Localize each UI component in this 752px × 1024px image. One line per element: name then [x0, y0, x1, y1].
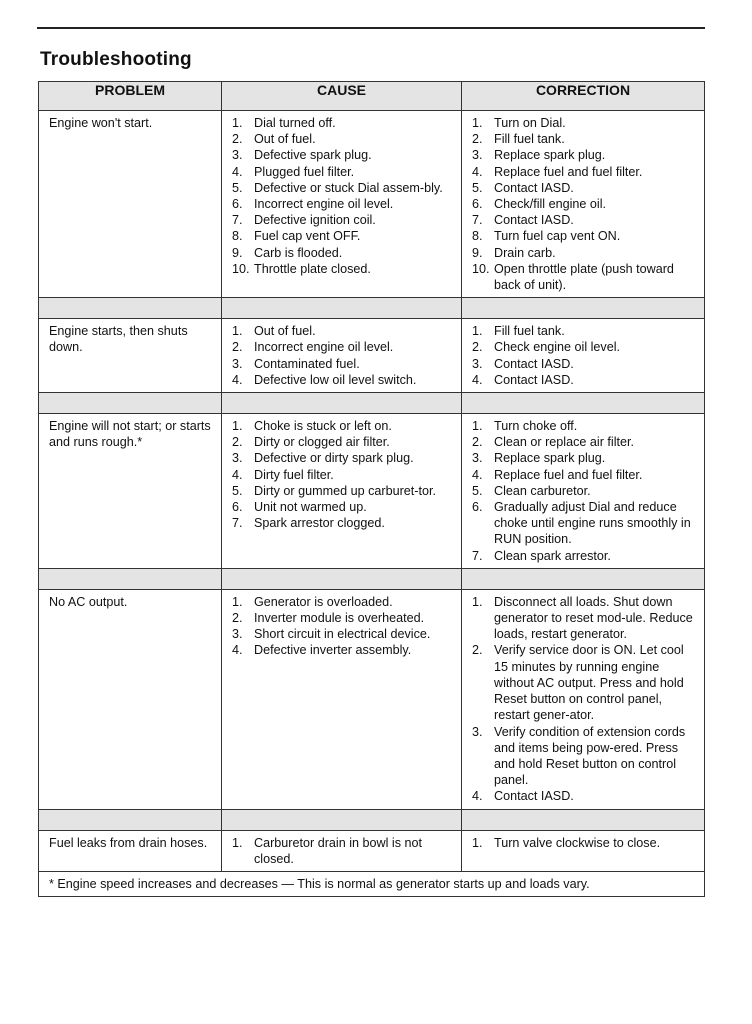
- item-number: 1.: [472, 594, 483, 609]
- list-item: [472, 339, 698, 355]
- correction-cell: [462, 830, 705, 871]
- item-text: Short circuit in electrical device.: [254, 627, 431, 642]
- problem-cell: Engine won't start.: [39, 111, 222, 298]
- item-number: 2.: [232, 611, 243, 626]
- item-text: Defective low oil level switch.: [254, 372, 417, 387]
- item-number: 5.: [232, 180, 243, 195]
- item-text: Turn choke off.: [494, 419, 578, 434]
- list-item: [232, 115, 455, 131]
- item-number: 4.: [232, 643, 243, 658]
- item-number: 4.: [232, 372, 243, 387]
- list-item: [232, 164, 455, 180]
- item-number: 5.: [472, 180, 483, 195]
- list-item: [232, 467, 455, 483]
- separator-cell: [222, 393, 462, 414]
- item-number: 2.: [232, 340, 243, 355]
- item-text: Generator is overloaded.: [254, 594, 393, 609]
- list-item: [472, 835, 698, 851]
- item-number: 7.: [232, 213, 243, 228]
- item-text: Contact IASD.: [494, 213, 574, 228]
- correction-cell: [462, 111, 705, 298]
- item-text: Choke is stuck or left on.: [254, 419, 392, 434]
- item-text: Defective ignition coil.: [254, 213, 376, 228]
- list-item: [472, 228, 698, 244]
- item-number: 5.: [472, 483, 483, 498]
- item-text: Throttle plate closed.: [254, 261, 371, 276]
- item-number: 1.: [472, 419, 483, 434]
- item-number: 3.: [472, 356, 483, 371]
- list-item: [472, 196, 698, 212]
- item-text: Drain carb.: [494, 245, 556, 260]
- list-item: [232, 228, 455, 244]
- list-item: [232, 356, 455, 372]
- table-row: [39, 111, 705, 298]
- item-number: 10.: [232, 261, 250, 276]
- item-number: 2.: [472, 340, 483, 355]
- item-number: 7.: [232, 516, 243, 531]
- item-text: Dial turned off.: [254, 116, 336, 130]
- item-number: 9.: [232, 245, 243, 260]
- item-text: Plugged fuel filter.: [254, 164, 355, 179]
- correction-list: [472, 323, 698, 388]
- top-rule: [37, 27, 705, 29]
- list-item: [232, 610, 455, 626]
- table-row: [39, 414, 705, 569]
- item-text: Clean spark arrestor.: [494, 548, 611, 563]
- item-text: Verify service door is ON. Let cool 15 minutes by running engine without AC output. Press and hold Reset button on control panel, restart gener-ator.: [494, 643, 684, 723]
- list-item: [472, 180, 698, 196]
- item-number: 4.: [232, 467, 243, 482]
- cause-cell: [222, 319, 462, 393]
- header-problem: PROBLEM: [39, 82, 222, 111]
- item-text: Fill fuel tank.: [494, 324, 565, 339]
- item-number: 2.: [472, 435, 483, 450]
- item-text: Defective spark plug.: [254, 148, 372, 163]
- item-number: 8.: [472, 229, 483, 244]
- item-text: Open throttle plate (push toward back of unit).: [494, 261, 674, 293]
- item-text: Unit not warmed up.: [254, 500, 367, 515]
- list-item: [232, 515, 455, 531]
- list-item: [472, 115, 698, 131]
- item-text: Replace fuel and fuel filter.: [494, 467, 643, 482]
- item-text: Carburetor drain in bowl is not closed.: [254, 835, 422, 866]
- item-text: Turn valve clockwise to close.: [494, 835, 661, 850]
- item-number: 7.: [472, 213, 483, 228]
- correction-cell: [462, 589, 705, 809]
- separator-row: [39, 298, 705, 319]
- item-number: 2.: [232, 132, 243, 147]
- item-text: Dirty fuel filter.: [254, 467, 334, 482]
- table-row: [39, 319, 705, 393]
- item-number: 4.: [472, 372, 483, 387]
- list-item: [232, 372, 455, 388]
- cause-cell: [222, 830, 462, 871]
- item-text: Contact IASD.: [494, 372, 574, 387]
- list-item: [232, 483, 455, 499]
- list-item: [232, 180, 455, 196]
- item-text: Defective or dirty spark plug.: [254, 451, 414, 466]
- list-item: [232, 147, 455, 163]
- item-number: 6.: [232, 500, 243, 515]
- header-correction: CORRECTION: [462, 82, 705, 111]
- item-number: 1.: [232, 324, 243, 339]
- cause-list: [232, 835, 455, 867]
- item-text: Carb is flooded.: [254, 245, 343, 260]
- separator-cell: [39, 298, 222, 319]
- separator-cell: [222, 298, 462, 319]
- item-text: Out of fuel.: [254, 132, 316, 147]
- troubleshooting-table: [38, 81, 705, 897]
- item-text: Replace spark plug.: [494, 451, 606, 466]
- separator-cell: [222, 568, 462, 589]
- page-title: Troubleshooting: [40, 49, 192, 70]
- separator-cell: [39, 568, 222, 589]
- list-item: [232, 835, 455, 867]
- item-text: Check engine oil level.: [494, 340, 621, 355]
- problem-cell: Engine starts, then shuts down.: [39, 319, 222, 393]
- item-number: 1.: [472, 116, 483, 130]
- item-text: Gradually adjust Dial and reduce choke until engine runs smoothly in RUN position.: [494, 500, 691, 547]
- list-item: [232, 450, 455, 466]
- item-number: 2.: [232, 435, 243, 450]
- item-number: 5.: [232, 483, 243, 498]
- footnote: * Engine speed increases and decreases — This is normal as generator starts up and loads vary.: [39, 871, 705, 896]
- problem-cell: Fuel leaks from drain hoses.: [39, 830, 222, 871]
- correction-list: [472, 835, 698, 851]
- item-number: 6.: [232, 197, 243, 212]
- item-text: Contact IASD.: [494, 356, 574, 371]
- table-body: [39, 111, 705, 872]
- item-number: 3.: [232, 148, 243, 163]
- table-row: [39, 830, 705, 871]
- item-text: Dirty or clogged air filter.: [254, 435, 390, 450]
- item-text: Dirty or gummed up carburet-tor.: [254, 483, 436, 498]
- item-text: Check/fill engine oil.: [494, 197, 607, 212]
- item-text: Spark arrestor clogged.: [254, 516, 385, 531]
- list-item: [232, 261, 455, 277]
- separator-cell: [462, 298, 705, 319]
- item-text: Defective or stuck Dial assem-bly.: [254, 180, 443, 195]
- list-item: [472, 434, 698, 450]
- item-number: 1.: [232, 594, 243, 609]
- list-item: [472, 788, 698, 804]
- problem-cell: Engine will not start; or starts and runs rough.*: [39, 414, 222, 569]
- correction-list: [472, 594, 698, 805]
- separator-cell: [462, 393, 705, 414]
- list-item: [472, 467, 698, 483]
- list-item: [472, 642, 698, 723]
- list-item: [472, 147, 698, 163]
- item-number: 3.: [472, 148, 483, 163]
- item-number: 4.: [472, 467, 483, 482]
- item-text: Defective inverter assembly.: [254, 643, 412, 658]
- separator-row: [39, 393, 705, 414]
- item-text: Contact IASD.: [494, 180, 574, 195]
- item-number: 4.: [232, 164, 243, 179]
- item-text: Clean carburetor.: [494, 483, 591, 498]
- list-item: [472, 261, 698, 293]
- item-text: Contact IASD.: [494, 789, 574, 804]
- item-text: Disconnect all loads. Shut down generator to reset mod-ule. Reduce loads, restart generator.: [494, 594, 693, 642]
- item-number: 3.: [232, 356, 243, 371]
- list-item: [472, 164, 698, 180]
- list-item: [232, 212, 455, 228]
- header-row: [39, 82, 705, 111]
- correction-cell: [462, 319, 705, 393]
- item-text: Incorrect engine oil level.: [254, 197, 394, 212]
- list-item: [232, 245, 455, 261]
- list-item: [472, 323, 698, 339]
- item-number: 3.: [472, 724, 483, 739]
- item-text: Out of fuel.: [254, 324, 316, 339]
- list-item: [472, 131, 698, 147]
- item-number: 4.: [472, 789, 483, 804]
- item-text: Incorrect engine oil level.: [254, 340, 394, 355]
- cause-list: [232, 115, 455, 277]
- list-item: [472, 594, 698, 643]
- cause-list: [232, 594, 455, 659]
- list-item: [232, 594, 455, 610]
- item-number: 3.: [232, 627, 243, 642]
- list-item: [472, 372, 698, 388]
- separator-cell: [39, 809, 222, 830]
- separator-row: [39, 809, 705, 830]
- list-item: [232, 642, 455, 658]
- item-number: 9.: [472, 245, 483, 260]
- list-item: [472, 245, 698, 261]
- list-item: [472, 499, 698, 548]
- item-number: 1.: [232, 835, 243, 850]
- list-item: [232, 196, 455, 212]
- item-number: 1.: [232, 116, 243, 130]
- item-text: Fuel cap vent OFF.: [254, 229, 361, 244]
- item-number: 1.: [472, 835, 483, 850]
- cause-cell: [222, 589, 462, 809]
- item-text: Inverter module is overheated.: [254, 611, 425, 626]
- item-text: Turn on Dial.: [494, 116, 566, 130]
- item-text: Clean or replace air filter.: [494, 435, 634, 450]
- item-number: 3.: [472, 451, 483, 466]
- correction-cell: [462, 414, 705, 569]
- list-item: [232, 499, 455, 515]
- item-number: 4.: [472, 164, 483, 179]
- item-number: 2.: [472, 643, 483, 658]
- list-item: [472, 418, 698, 434]
- list-item: [472, 548, 698, 564]
- cause-list: [232, 323, 455, 388]
- list-item: [472, 356, 698, 372]
- list-item: [472, 212, 698, 228]
- list-item: [472, 483, 698, 499]
- separator-row: [39, 568, 705, 589]
- correction-list: [472, 418, 698, 564]
- problem-cell: No AC output.: [39, 589, 222, 809]
- item-number: 3.: [232, 451, 243, 466]
- list-item: [232, 418, 455, 434]
- item-number: 10.: [472, 261, 490, 276]
- cause-cell: [222, 414, 462, 569]
- item-number: 8.: [232, 229, 243, 244]
- item-text: Turn fuel cap vent ON.: [494, 229, 621, 244]
- item-number: 6.: [472, 500, 483, 515]
- item-text: Verify condition of extension cords and items being pow-ered. Press and hold Reset button on control panel.: [494, 724, 686, 788]
- separator-cell: [39, 393, 222, 414]
- correction-list: [472, 115, 698, 293]
- cause-cell: [222, 111, 462, 298]
- list-item: [232, 339, 455, 355]
- list-item: [472, 724, 698, 789]
- list-item: [232, 626, 455, 642]
- item-number: 7.: [472, 548, 483, 563]
- separator-cell: [462, 568, 705, 589]
- item-text: Fill fuel tank.: [494, 132, 565, 147]
- footnote-row: [39, 871, 705, 896]
- item-text: Replace fuel and fuel filter.: [494, 164, 643, 179]
- list-item: [232, 323, 455, 339]
- header-cause: CAUSE: [222, 82, 462, 111]
- list-item: [472, 450, 698, 466]
- table-row: [39, 589, 705, 809]
- item-number: 1.: [472, 324, 483, 339]
- separator-cell: [462, 809, 705, 830]
- item-number: 6.: [472, 197, 483, 212]
- list-item: [232, 434, 455, 450]
- list-item: [232, 131, 455, 147]
- cause-list: [232, 418, 455, 531]
- item-number: 1.: [232, 419, 243, 434]
- item-text: Contaminated fuel.: [254, 356, 360, 371]
- item-text: Replace spark plug.: [494, 148, 606, 163]
- item-number: 2.: [472, 132, 483, 147]
- separator-cell: [222, 809, 462, 830]
